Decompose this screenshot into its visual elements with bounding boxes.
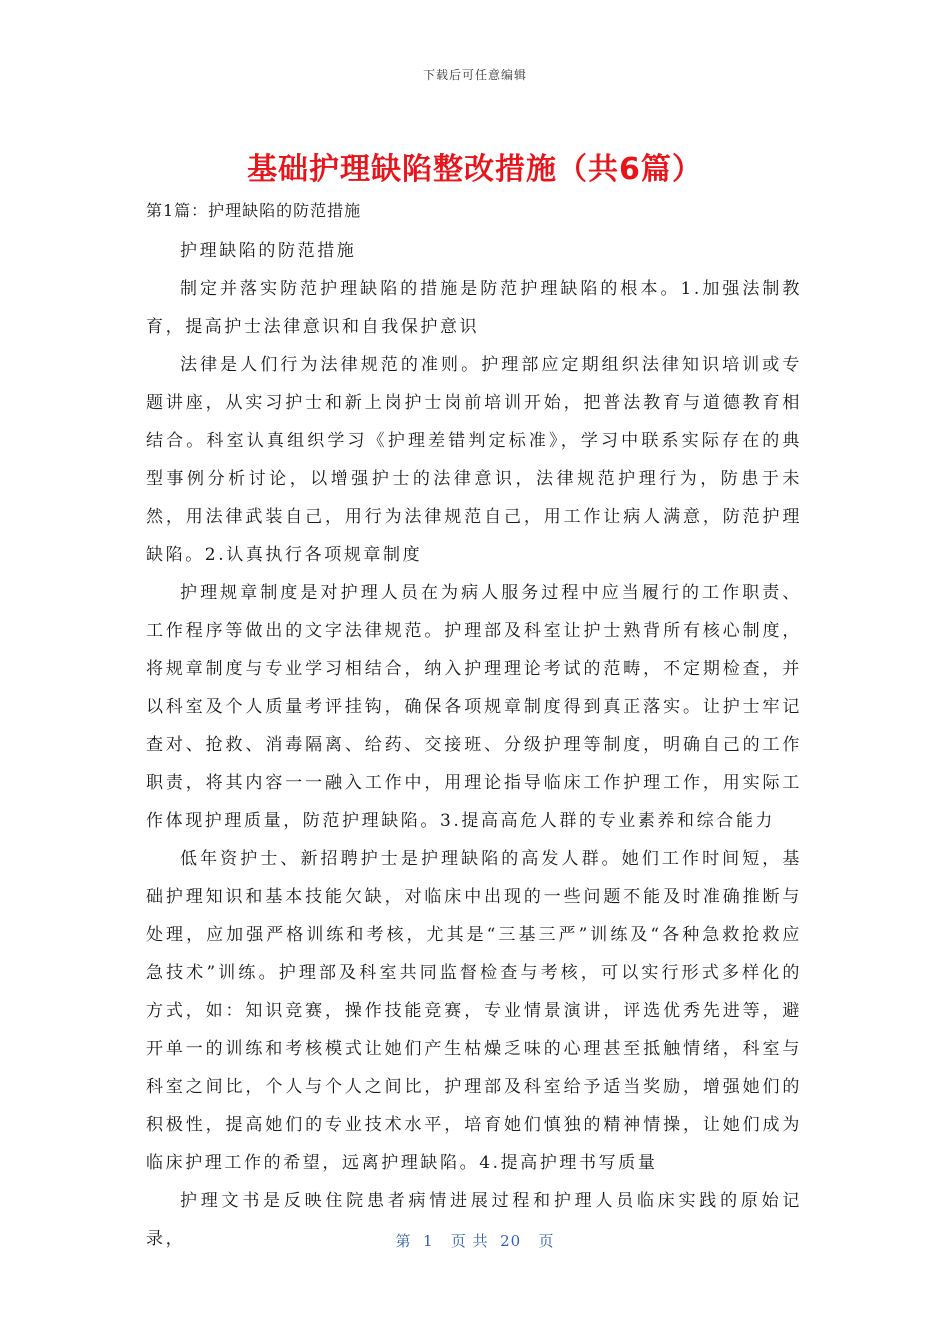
- paragraph: 护理规章制度是对护理人员在为病人服务过程中应当履行的工作职责、工作程序等做出的文字法律规范。护理部及科室让护士熟背所有核心制度，将规章制度与专业学习相结合，纳入护理理论考试的范畴，不定期检查，并以科室及个人质量考评挂钩，确保各项规章制度得到真正落实。让护士牢记查对、抢救、消毒隔离、给药、交接班、分级护理等制度，明确自己的工作职责，将其内容一一融入工作中，用理论指导临床工作护理工作，用实际工作体现护理质量，防范护理缺陷。3.提高高危人群的专业素养和综合能力: [146, 583, 802, 831]
- paragraph: 制定并落实防范护理缺陷的措施是防范护理缺陷的根本。1.加强法制教育，提高护士法律意识和自我保护意识: [146, 279, 802, 337]
- document-title: 基础护理缺陷整改措施（共6篇）: [247, 152, 703, 187]
- page-number-footer: 第 1 页 共 20 页: [395, 1232, 555, 1250]
- section-heading: 第1篇：护理缺陷的防范措施: [146, 201, 362, 220]
- page-header-note: 下载后可任意编辑: [422, 68, 527, 82]
- body-text: [146, 232, 802, 1258]
- paragraph: 护理缺陷的防范措施: [180, 241, 357, 261]
- paragraph: 低年资护士、新招聘护士是护理缺陷的高发人群。她们工作时间短，基础护理知识和基本技能欠缺，对临床中出现的一些问题不能及时准确推断与处理，应加强严格训练和考核，尤其是“三基三严”训练及“各种急救抢救应急技术”训练。护理部及科室共同监督检查与考核，可以实行形式多样化的方式，如：知识竞赛，操作技能竞赛，专业情景演讲，评选优秀先进等，避开单一的训练和考核模式让她们产生枯燥乏味的心理甚至抵触情绪，科室与科室之间比，个人与个人之间比，护理部及科室给予适当奖励，增强她们的积极性，提高她们的专业技术水平，培育她们慎独的精神情操，让她们成为临床护理工作的希望，远离护理缺陷。4.提高护理书写质量: [146, 849, 802, 1173]
- paragraph: 法律是人们行为法律规范的准则。护理部应定期组织法律知识培训或专题讲座，从实习护士和新上岗护士岗前培训开始，把普法教育与道德教育相结合。科室认真组织学习《护理差错判定标准》，学习中联系实际存在的典型事例分析讨论，以增强护士的法律意识，法律规范护理行为，防患于未然，用法律武装自己，用行为法律规范自己，用工作让病人满意，防范护理缺陷。2.认真执行各项规章制度: [146, 355, 802, 565]
- paragraph: 护理文书是反映住院患者病情进展过程和护理人员临床实践的原始记录，: [146, 1191, 802, 1249]
